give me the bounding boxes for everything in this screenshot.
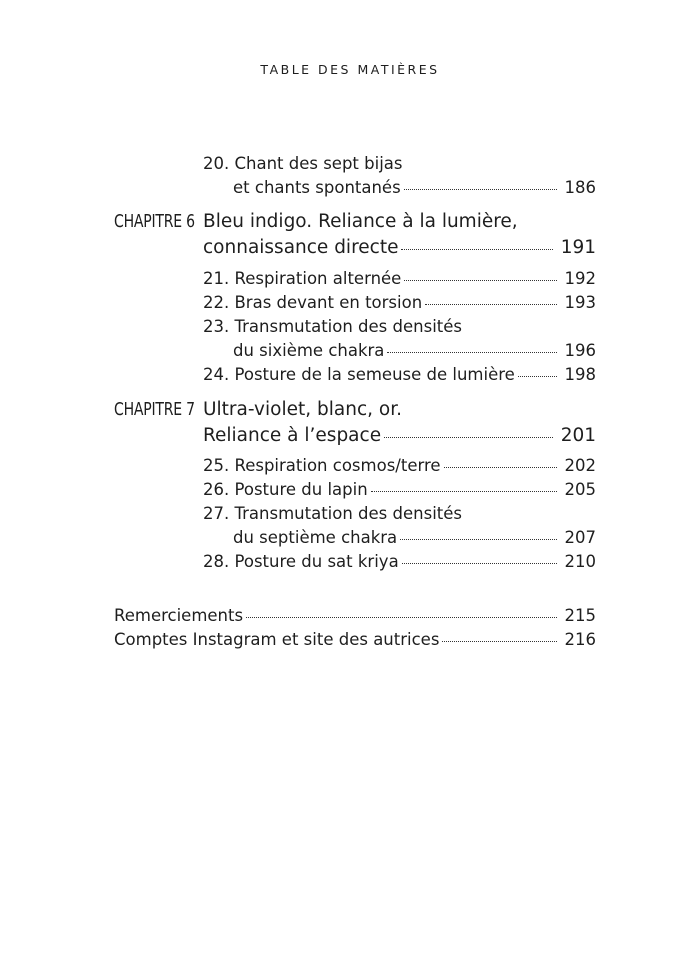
toc-entry-27[interactable] xyxy=(233,528,596,547)
page-number: 207 xyxy=(564,528,596,547)
toc-entry-23-line1: 23. Transmutation des densités xyxy=(203,317,462,336)
toc-entry-27-line1: 27. Transmutation des densités xyxy=(203,504,462,523)
toc-entry-22[interactable] xyxy=(203,293,596,312)
toc-entry-21[interactable] xyxy=(203,269,596,288)
chapter-6-label: CHAPITRE 6 xyxy=(114,211,195,232)
page-number: 192 xyxy=(564,269,596,288)
toc-entry-remerciements[interactable] xyxy=(114,606,596,625)
dot-leader xyxy=(400,539,556,540)
dot-leader xyxy=(444,467,557,468)
page-number: 202 xyxy=(564,456,596,475)
dot-leader xyxy=(425,304,556,305)
dot-leader xyxy=(402,563,557,564)
chapter-7-title-line1: Ultra-violet, blanc, or. xyxy=(203,399,402,420)
toc-entry-text: 25. Respiration cosmos/terre xyxy=(203,456,441,475)
toc-entry-text: Remerciements xyxy=(114,606,244,625)
toc-entry-text: 24. Posture de la semeuse de lumière xyxy=(203,365,515,384)
toc-entry-text: 28. Posture du sat kriya xyxy=(203,552,399,571)
toc-entry-27-line2: du septième chakra xyxy=(233,528,398,547)
chapter-7-title-line2: Reliance à l’espace xyxy=(203,425,382,446)
chapter-7-entry[interactable] xyxy=(203,425,596,446)
page-number: 186 xyxy=(564,178,596,197)
dot-leader xyxy=(404,280,556,281)
dot-leader xyxy=(518,376,557,377)
toc-entry-25[interactable] xyxy=(203,456,596,475)
page-number: 201 xyxy=(560,425,596,446)
page-number: 193 xyxy=(564,293,596,312)
toc-entry-text: Comptes Instagram et site des autrices xyxy=(114,630,440,649)
toc-entry-24[interactable] xyxy=(203,365,596,384)
toc-entry-23-line2: du sixième chakra xyxy=(233,341,385,360)
page-number: 191 xyxy=(560,237,596,258)
chapter-7-label: CHAPITRE 7 xyxy=(114,399,195,420)
page-number: 215 xyxy=(564,606,596,625)
toc-entry-23[interactable] xyxy=(233,341,596,360)
toc-entry-text: 22. Bras devant en torsion xyxy=(203,293,423,312)
toc-entry-20-line2: et chants spontanés xyxy=(233,178,401,197)
dot-leader xyxy=(387,352,556,353)
toc-entry-text: 26. Posture du lapin xyxy=(203,480,368,499)
page-number: 198 xyxy=(564,365,596,384)
chapter-6-title-line1: Bleu indigo. Reliance à la lumière, xyxy=(203,211,518,232)
toc-entry-text: 21. Respiration alternée xyxy=(203,269,402,288)
dot-leader xyxy=(404,189,557,190)
page-number: 205 xyxy=(564,480,596,499)
toc-entry-20[interactable] xyxy=(233,178,596,197)
toc-entry-26[interactable] xyxy=(203,480,596,499)
dot-leader xyxy=(442,641,556,642)
chapter-6-entry[interactable] xyxy=(203,237,596,258)
toc-entry-instagram[interactable] xyxy=(114,630,596,649)
page-number: 196 xyxy=(564,341,596,360)
dot-leader xyxy=(401,249,552,250)
dot-leader xyxy=(246,617,556,618)
dot-leader xyxy=(371,491,557,492)
toc-entry-28[interactable] xyxy=(203,552,596,571)
dot-leader xyxy=(384,437,553,438)
page-header: TABLE DES MATIÈRES xyxy=(260,62,440,77)
page-number: 216 xyxy=(564,630,596,649)
chapter-6-title-line2: connaissance directe xyxy=(203,237,399,258)
toc-entry-20-line1: 20. Chant des sept bijas xyxy=(203,154,403,173)
page-number: 210 xyxy=(564,552,596,571)
